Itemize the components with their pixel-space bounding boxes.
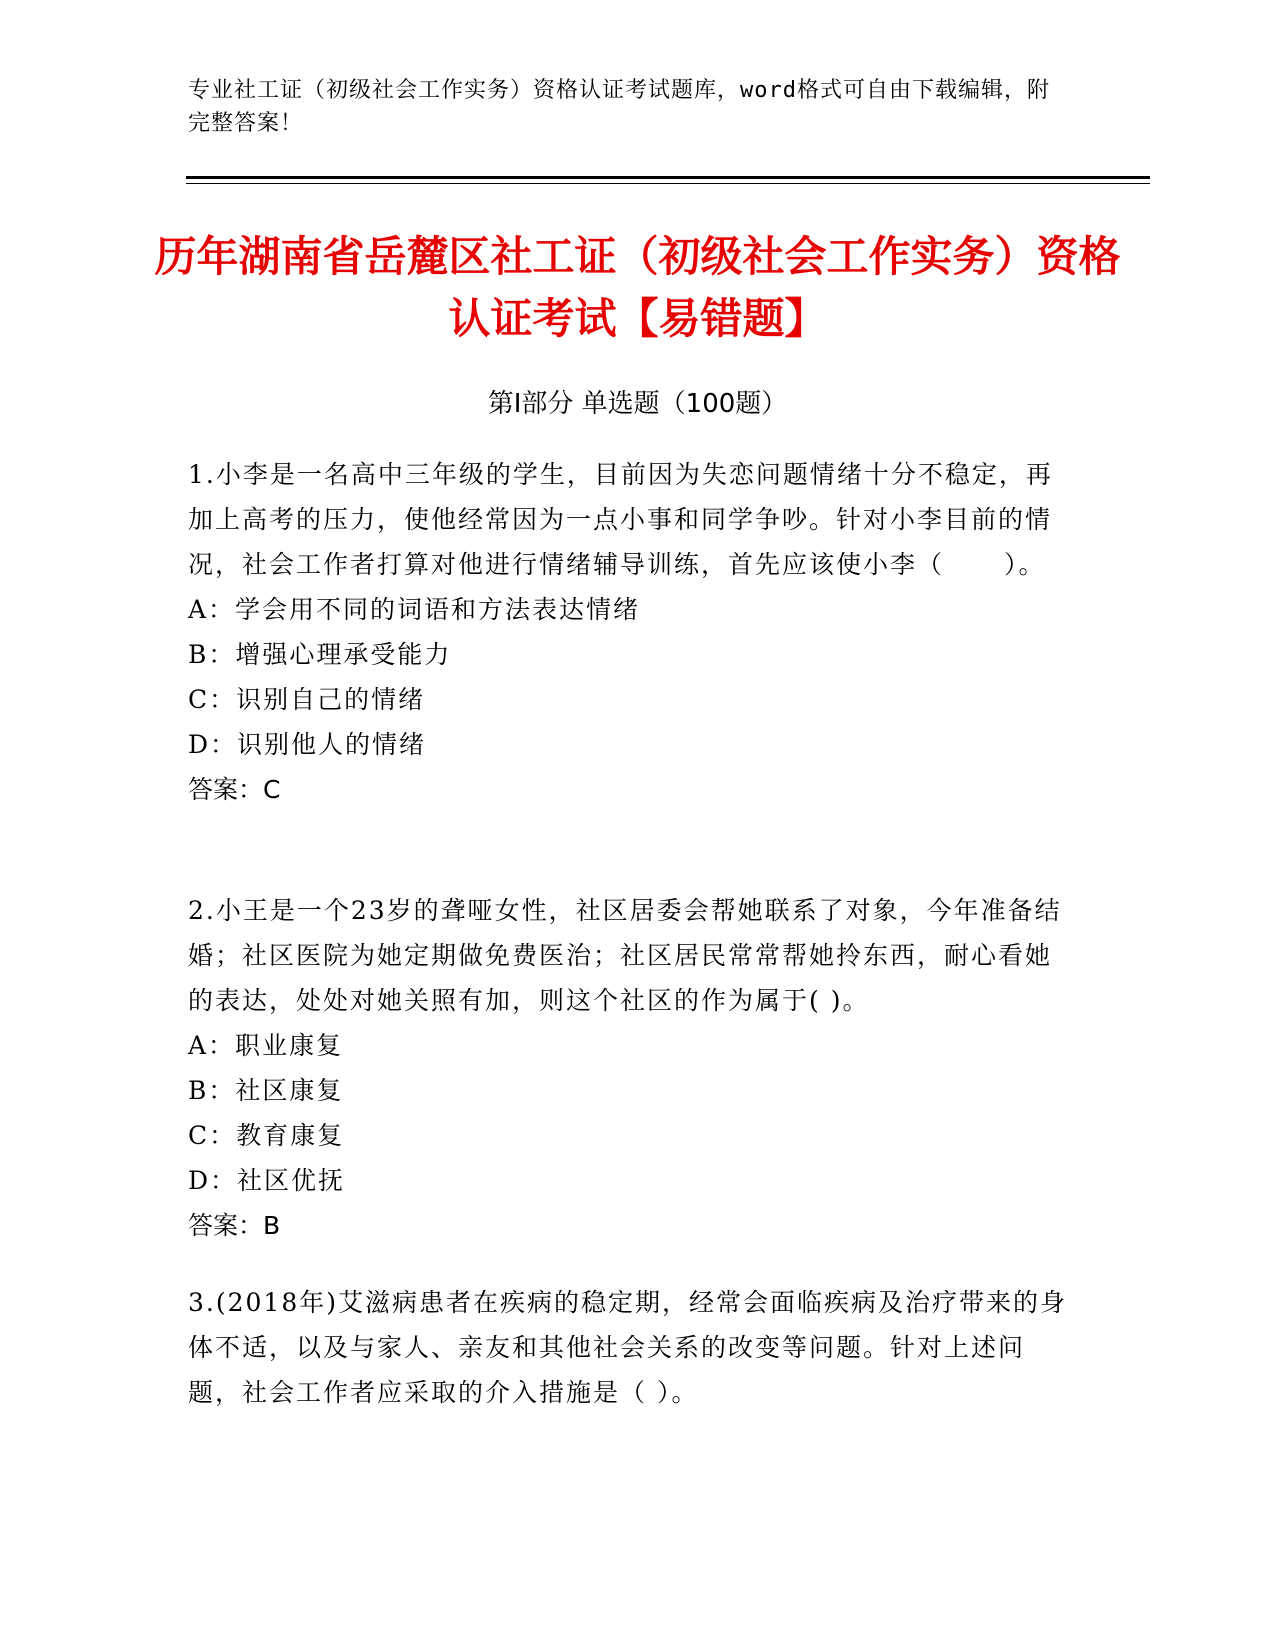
option-d: D：识别他人的情绪 xyxy=(188,730,427,759)
answer: 答案：B xyxy=(188,1211,281,1240)
question-1 xyxy=(188,452,1068,812)
option-a: A：职业康复 xyxy=(188,1031,344,1060)
option-c: C：教育康复 xyxy=(188,1121,345,1150)
option-b: B：增强心理承受能力 xyxy=(188,640,452,669)
header-note: 专业社工证（初级社会工作实务）资格认证考试题库，word格式可自由下载编辑，附完整答案！ xyxy=(188,78,1050,136)
option-c: C：识别自己的情绪 xyxy=(188,685,426,714)
question-stem xyxy=(188,452,1068,587)
option-d: D：社区优抚 xyxy=(188,1166,346,1195)
question-stem-tail: ）。 xyxy=(1004,550,1046,579)
question-stem: 3.(2018年)艾滋病患者在疾病的稳定期，经常会面临疾病及治疗带来的身体不适，以及与家人、亲友和其他社会关系的改变等问题。针对上述问题，社会工作者应采取的介入措施是（ ）。 xyxy=(188,1288,1067,1407)
question-stem-text: 1.小李是一名高中三年级的学生，目前因为失恋问题情绪十分不稳定，再加上高考的压力，使他经常因为一点小事和同学争吵。针对小李目前的情况，社会工作者打算对他进行情绪辅导训练，首先应该使小李（ xyxy=(188,460,1053,579)
option-b: B：社区康复 xyxy=(188,1076,344,1105)
answer: 答案：C xyxy=(188,775,281,804)
section-heading: 第I部分 单选题（100题） xyxy=(487,389,788,419)
question-stem: 2.小王是一个23岁的聋哑女性，社区居委会帮她联系了对象，今年准备结婚；社区医院为她定期做免费医治；社区居民常常帮她拎东西，耐心看她的表达，处处对她关照有加，则这个社区的作为属于( )。 xyxy=(188,896,1062,1015)
option-a: A：学会用不同的词语和方法表达情绪 xyxy=(188,595,641,624)
header-rule-thin xyxy=(186,183,1150,184)
header-rule-thick xyxy=(186,176,1150,179)
question-3 xyxy=(188,1280,1068,1415)
document-title: 历年湖南省岳麓区社工证（初级社会工作实务）资格认证考试【易错题】 xyxy=(154,232,1121,343)
question-2 xyxy=(188,888,1068,1248)
